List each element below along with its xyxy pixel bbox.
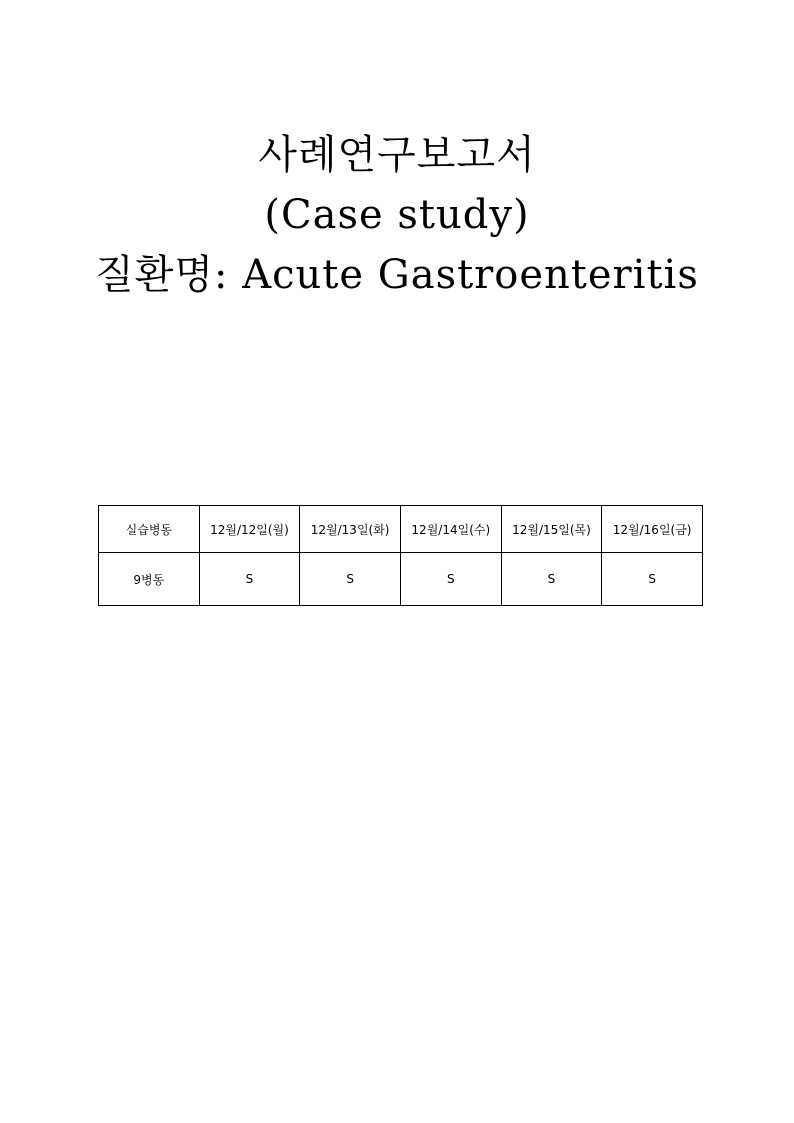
schedule-cell: S xyxy=(602,553,703,606)
ward-cell: 9병동 xyxy=(99,553,200,606)
header-cell-date: 12월/14일(수) xyxy=(400,506,501,553)
schedule-cell: S xyxy=(400,553,501,606)
table-header-row xyxy=(99,506,703,553)
header-cell-date: 12월/12일(월) xyxy=(199,506,300,553)
header-cell-ward: 실습병동 xyxy=(99,506,200,553)
schedule-cell: S xyxy=(199,553,300,606)
practice-schedule-table xyxy=(98,505,703,606)
title-diagnosis: 질환명: Acute Gastroenteritis xyxy=(95,252,699,298)
schedule-cell: S xyxy=(300,553,401,606)
header-cell-date: 12월/13일(화) xyxy=(300,506,401,553)
document-title xyxy=(0,125,794,305)
title-korean: 사례연구보고서 xyxy=(258,132,536,178)
title-english: (Case study) xyxy=(264,192,530,238)
schedule-cell: S xyxy=(501,553,602,606)
header-cell-date: 12월/16일(금) xyxy=(602,506,703,553)
header-cell-date: 12월/15일(목) xyxy=(501,506,602,553)
table-row xyxy=(99,553,703,606)
